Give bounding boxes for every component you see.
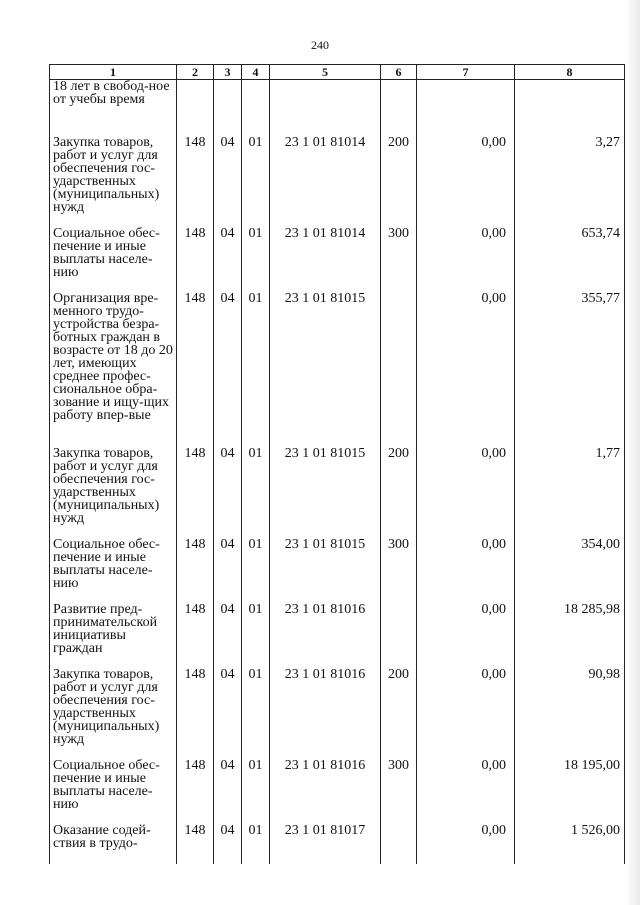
cell-amount: 90,98 <box>515 668 625 759</box>
cell-subsection <box>242 80 270 137</box>
cell-amount: 355,77 <box>515 292 625 447</box>
cell-section: 04 <box>214 292 242 447</box>
cell-expense-type: 200 <box>381 447 417 538</box>
cell-amount: 1,77 <box>515 447 625 538</box>
row-name: Социальное обес-печение и иные выплаты населе-нию <box>50 759 177 824</box>
cell-section: 04 <box>214 668 242 759</box>
cell-target-code: 23 1 01 81014 <box>270 136 381 227</box>
cell-col7: 0,00 <box>417 759 515 824</box>
row-name: Закупка товаров, работ и услуг для обеспечения гос-ударственных (муниципальных) нужд <box>50 136 177 227</box>
row-name: Социальное обес-печение и иные выплаты населе-нию <box>50 227 177 292</box>
cell-target-code: 23 1 01 81015 <box>270 292 381 447</box>
cell-amount: 18 195,00 <box>515 759 625 824</box>
cell-expense-type: 300 <box>381 759 417 824</box>
cell-section: 04 <box>214 136 242 227</box>
header-cell-4: 4 <box>242 65 270 80</box>
cell-target-code: 23 1 01 81016 <box>270 759 381 824</box>
cell-col7: 0,00 <box>417 668 515 759</box>
cell-admin-code: 148 <box>177 538 214 603</box>
cell-expense-type <box>381 80 417 137</box>
table-row <box>50 447 625 538</box>
cell-target-code: 23 1 01 81016 <box>270 603 381 668</box>
cell-admin-code: 148 <box>177 227 214 292</box>
row-name: Организация вре-менного трудо-устройства безра-ботных граждан в возрасте от 18 до 20 лет, имеющих среднее профес-сиональное обра-зование и ищу-щих работу впер-вые <box>50 292 177 447</box>
cell-admin-code: 148 <box>177 824 214 864</box>
cell-expense-type <box>381 292 417 447</box>
cell-admin-code: 148 <box>177 759 214 824</box>
cell-col7: 0,00 <box>417 603 515 668</box>
cell-section: 04 <box>214 227 242 292</box>
row-name: Закупка товаров, работ и услуг для обеспечения гос-ударственных (муниципальных) нужд <box>50 668 177 759</box>
cell-subsection: 01 <box>242 759 270 824</box>
cell-col7: 0,00 <box>417 292 515 447</box>
header-cell-3: 3 <box>214 65 242 80</box>
table-row <box>50 759 625 824</box>
budget-table <box>49 64 625 864</box>
table-row <box>50 136 625 227</box>
cell-amount: 3,27 <box>515 136 625 227</box>
cell-amount: 18 285,98 <box>515 603 625 668</box>
header-cell-6: 6 <box>381 65 417 80</box>
cell-section <box>214 80 242 137</box>
cell-admin-code: 148 <box>177 603 214 668</box>
header-cell-8: 8 <box>515 65 625 80</box>
cell-target-code: 23 1 01 81015 <box>270 447 381 538</box>
row-name: Социальное обес-печение и иные выплаты населе-нию <box>50 538 177 603</box>
cell-section: 04 <box>214 447 242 538</box>
cell-target-code: 23 1 01 81016 <box>270 668 381 759</box>
table-row <box>50 227 625 292</box>
cell-section: 04 <box>214 759 242 824</box>
cell-amount: 354,00 <box>515 538 625 603</box>
cell-target-code: 23 1 01 81014 <box>270 227 381 292</box>
cell-admin-code: 148 <box>177 668 214 759</box>
cell-subsection: 01 <box>242 824 270 864</box>
header-row <box>50 65 625 80</box>
table-row <box>50 824 625 864</box>
cell-subsection: 01 <box>242 292 270 447</box>
cell-expense-type: 200 <box>381 136 417 227</box>
cell-subsection: 01 <box>242 603 270 668</box>
cell-admin-code: 148 <box>177 136 214 227</box>
cell-section: 04 <box>214 824 242 864</box>
cell-admin-code: 148 <box>177 292 214 447</box>
cell-col7: 0,00 <box>417 447 515 538</box>
table-row <box>50 603 625 668</box>
cell-admin-code <box>177 80 214 137</box>
cell-expense-type <box>381 824 417 864</box>
cell-subsection: 01 <box>242 227 270 292</box>
cell-amount: 1 526,00 <box>515 824 625 864</box>
header-cell-7: 7 <box>417 65 515 80</box>
cell-target-code: 23 1 01 81015 <box>270 538 381 603</box>
row-name: Закупка товаров, работ и услуг для обеспечения гос-ударственных (муниципальных) нужд <box>50 447 177 538</box>
header-cell-2: 2 <box>177 65 214 80</box>
table-row <box>50 668 625 759</box>
cell-admin-code: 148 <box>177 447 214 538</box>
cell-col7 <box>417 80 515 137</box>
row-name: Развитие пред-принимательской инициативы граждан <box>50 603 177 668</box>
cell-section: 04 <box>214 603 242 668</box>
cell-expense-type <box>381 603 417 668</box>
table-row <box>50 538 625 603</box>
row-name: Оказание содей-ствия в трудо- <box>50 824 177 864</box>
scan-edge-shade <box>626 0 640 905</box>
page-number: 240 <box>311 38 329 52</box>
cell-amount <box>515 80 625 137</box>
cell-expense-type: 300 <box>381 538 417 603</box>
cell-target-code: 23 1 01 81017 <box>270 824 381 864</box>
cell-expense-type: 300 <box>381 227 417 292</box>
row-name: 18 лет в свобод-ное от учебы время <box>50 80 177 137</box>
header-cell-5: 5 <box>270 65 381 80</box>
cell-col7: 0,00 <box>417 538 515 603</box>
cell-subsection: 01 <box>242 538 270 603</box>
cell-col7: 0,00 <box>417 136 515 227</box>
cell-amount: 653,74 <box>515 227 625 292</box>
cell-subsection: 01 <box>242 668 270 759</box>
cell-col7: 0,00 <box>417 227 515 292</box>
cell-subsection: 01 <box>242 447 270 538</box>
header-cell-1: 1 <box>50 65 177 80</box>
table-row <box>50 292 625 447</box>
cell-col7: 0,00 <box>417 824 515 864</box>
cell-section: 04 <box>214 538 242 603</box>
cell-target-code <box>270 80 381 137</box>
table-row <box>50 80 625 137</box>
cell-subsection: 01 <box>242 136 270 227</box>
cell-expense-type: 200 <box>381 668 417 759</box>
